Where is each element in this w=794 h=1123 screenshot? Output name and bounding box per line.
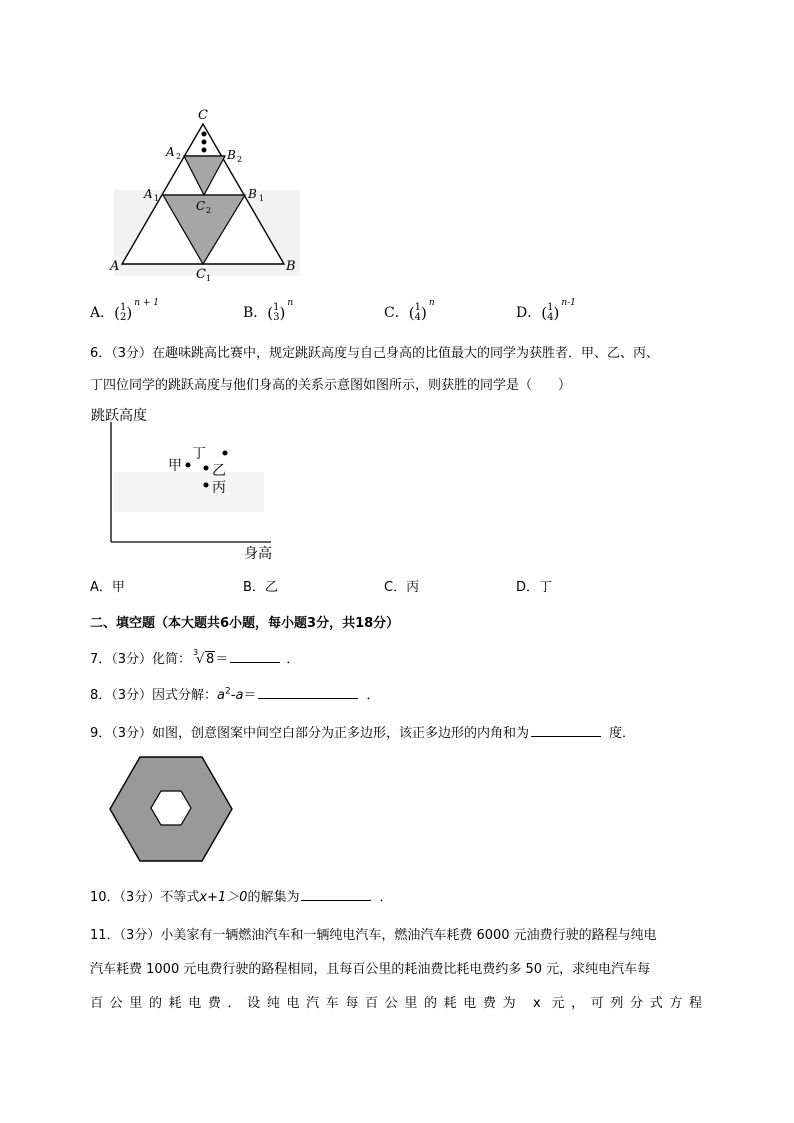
point-ding — [186, 463, 191, 468]
q10-answer-blank[interactable] — [301, 886, 371, 901]
q9: 9．（3分）如图，创意图案中间空白部分为正多边形，该正多边形的内角和为 度． — [90, 722, 635, 741]
option-letter: B． — [243, 305, 268, 321]
label-a1: A — [144, 187, 153, 201]
q9-answer-blank[interactable] — [531, 722, 601, 737]
label-a: A — [110, 259, 120, 274]
q11-line-2: 汽车耗费 1000 元电费行驶的路程相同，且每百公里的耗油费比耗电费约多 50 元，求纯电汽车每 — [90, 962, 651, 977]
label-c1: C — [196, 267, 206, 282]
point-label-ding: 丁 — [192, 446, 206, 462]
point-bing — [204, 483, 209, 488]
fraction: 1 4 — [547, 302, 554, 323]
q11-line-3: 百公里的耗电费．设纯电汽车每百公里的耗电费为 x 元，可列分式方程 — [90, 996, 702, 1011]
q5-option-c[interactable]: C．( 1 4 )$^n$ — [384, 298, 435, 323]
q10: 10．（3分）不等式x+1＞0的解集为 ． — [90, 886, 393, 905]
point-yi — [204, 466, 209, 471]
x-axis-label: 身高 — [244, 546, 272, 562]
hexagon-figure — [106, 755, 236, 865]
option-letter: C． — [384, 305, 409, 321]
section-heading: 二、填空题（本大题共6小题，每小题3分，共18分） — [90, 616, 400, 631]
q6-option-a[interactable]: A．甲 — [90, 580, 125, 595]
exponent: n — [287, 298, 294, 308]
label-b1: B — [248, 187, 257, 201]
q7: 7．（3分）化简： 3 √ 8＝ ． — [90, 648, 300, 667]
q6-text-line-1: 6．（3分）在趣味跳高比赛中，规定跳跃高度与自己身高的比值最大的同学为获胜者．甲、乙、丙、 — [90, 346, 660, 361]
exponent: n + 1 — [134, 298, 160, 308]
q6-option-d[interactable]: D．丁 — [516, 580, 553, 595]
label-b2-sub: 2 — [237, 155, 243, 164]
q5-option-b[interactable]: B．( 1 3 )$^n$ — [243, 298, 294, 323]
point-ding-dot — [223, 451, 228, 456]
label-c1-sub: 1 — [206, 274, 212, 283]
y-axis-label: 跳跃高度 — [91, 408, 147, 424]
option-letter: D． — [516, 305, 542, 321]
label-b: B — [286, 259, 296, 274]
label-c: C — [198, 108, 208, 123]
q7-prefix: 7．（3分）化简： — [90, 652, 192, 667]
label-a1-sub: 1 — [154, 194, 160, 203]
option-letter: A． — [90, 305, 115, 321]
q6-option-c[interactable]: C．丙 — [384, 580, 420, 595]
jump-height-chart — [86, 402, 286, 564]
point-label-bing: 丙 — [212, 480, 226, 496]
label-a2: A — [166, 145, 175, 159]
q6-option-b[interactable]: B．乙 — [243, 580, 278, 595]
q11-line-1: 11．（3分）小美家有一辆燃油汽车和一辆纯电汽车，燃油汽车耗费 6000 元油费行驶的路程与纯电 — [90, 928, 657, 943]
chart-shading — [114, 472, 264, 512]
point-label-yi: 乙 — [212, 463, 226, 479]
q8: 8．（3分）因式分解：$a^2-a=$ ． — [90, 684, 379, 703]
q6-text-line-2: 丁四位同学的跳跃高度与他们身高的关系示意图如图所示，则获胜的同学是（ ） — [90, 378, 572, 393]
q8-answer-blank[interactable] — [258, 684, 358, 699]
ellipsis-dot — [202, 132, 207, 137]
point-label-jia: 甲 — [168, 458, 182, 474]
exponent: n-1 — [561, 298, 576, 308]
ellipsis-dot — [202, 140, 207, 145]
fraction: 1 3 — [273, 302, 280, 323]
q5-option-d[interactable]: D．( 1 4 )$^{n-1}$ — [516, 298, 576, 323]
q7-answer-blank[interactable] — [230, 648, 280, 663]
fraction: 1 2 — [119, 302, 127, 323]
label-b2: B — [227, 148, 236, 162]
label-c2-sub: 2 — [206, 206, 212, 215]
cube-root: 3 √ 8 — [193, 648, 215, 667]
label-b1-sub: 1 — [259, 194, 265, 203]
nested-triangles-figure — [108, 104, 308, 284]
fraction: 1 4 — [414, 302, 421, 323]
label-c2: C — [196, 199, 206, 213]
q5-option-a[interactable]: A．( 1 2 )$^{n + 1}$ — [90, 298, 160, 323]
ellipsis-dot — [202, 148, 207, 153]
exponent: n — [428, 298, 435, 308]
label-a2-sub: 2 — [176, 152, 182, 161]
